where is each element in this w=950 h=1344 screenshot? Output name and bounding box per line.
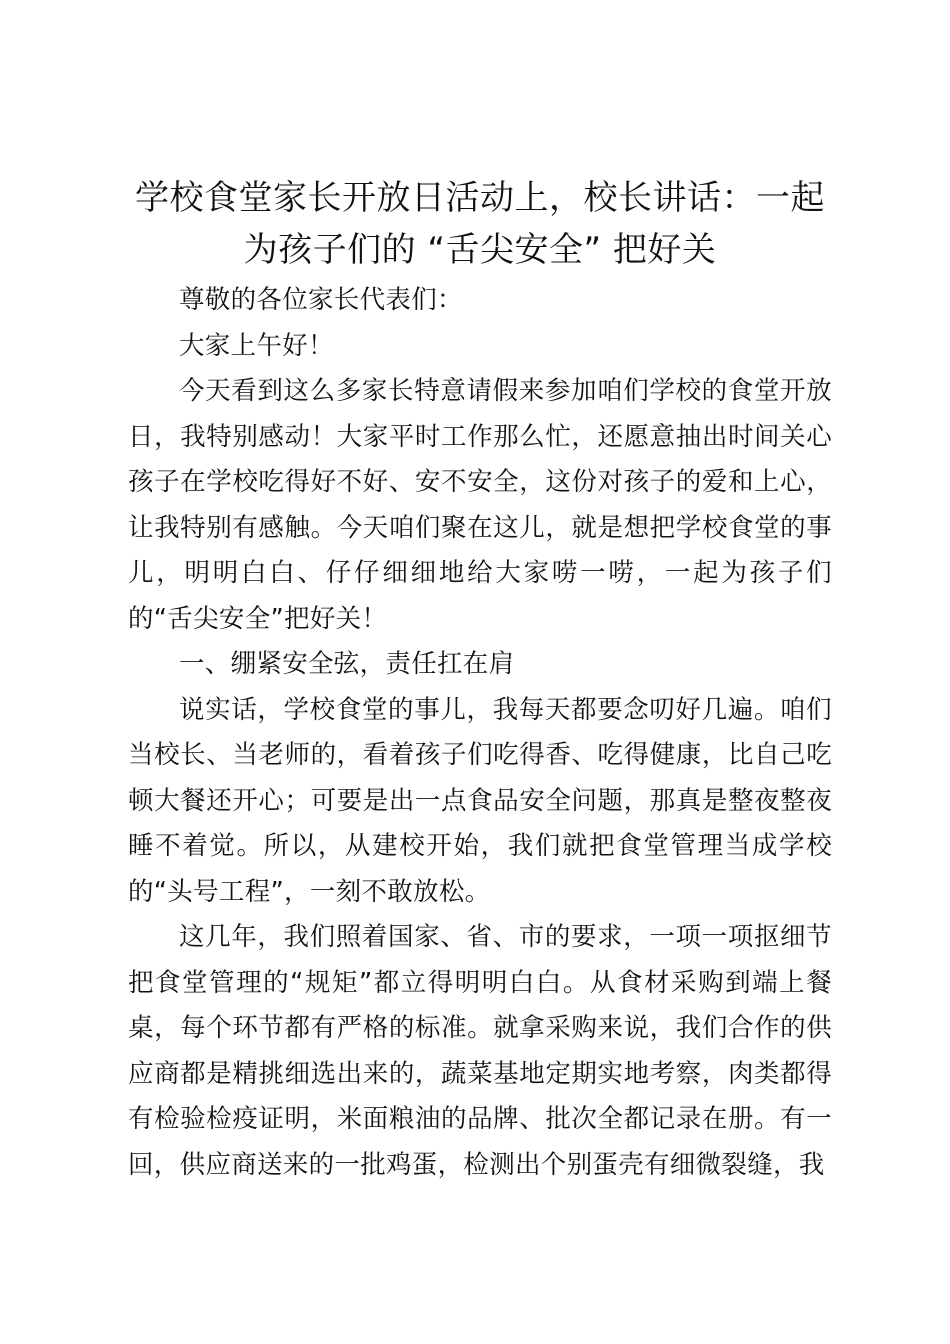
document-body xyxy=(128,278,832,1188)
body-paragraph: 说实话，学校食堂的事儿，我每天都要念叨好几遍。咱们当校长、当老师的，看着孩子们吃得香、吃得健康，比自己吃顿大餐还开心；可要是出一点食品安全问题，那真是整夜整夜睡不着觉。所以，从建校开始，我们就把食堂管理当成学校的“头号工程”，一刻不敢放松。 xyxy=(128,694,832,907)
document-title: 学校食堂家长开放日活动上，校长讲话：一起为孩子们的 “舌尖安全” 把好关 xyxy=(135,178,825,270)
body-paragraph: 这几年，我们照着国家、省、市的要求，一项一项抠细节把食堂管理的“规矩”都立得明明白白。从食材采购到端上餐桌，每个环节都有严格的标准。就拿采购来说，我们合作的供应商都是精挑细选出来的，蔬菜基地定期实地考察，肉类都得有检验检疫证明，米面粮油的品牌、批次全都记录在册。有一回，供应商送来的一批鸡蛋，检测出个别蛋壳有细微裂缝，我 xyxy=(128,922,832,1180)
salutation: 尊敬的各位家长代表们： xyxy=(179,285,463,315)
body-paragraph: 今天看到这么多家长特意请假来参加咱们学校的食堂开放日，我特别感动！大家平时工作那么忙，还愿意抽出时间关心孩子在学校吃得好不好、安不安全，这份对孩子的爱和上心，让我特别有感触。今天咱们聚在这儿，就是想把学校食堂的事儿，明明白白、仔仔细细地给大家唠一唠，一起为孩子们的“舌尖安全”把好关！ xyxy=(128,376,832,634)
greeting: 大家上午好！ xyxy=(179,330,334,361)
section-heading: 一、绷紧安全弦，责任扛在肩 xyxy=(179,649,515,679)
